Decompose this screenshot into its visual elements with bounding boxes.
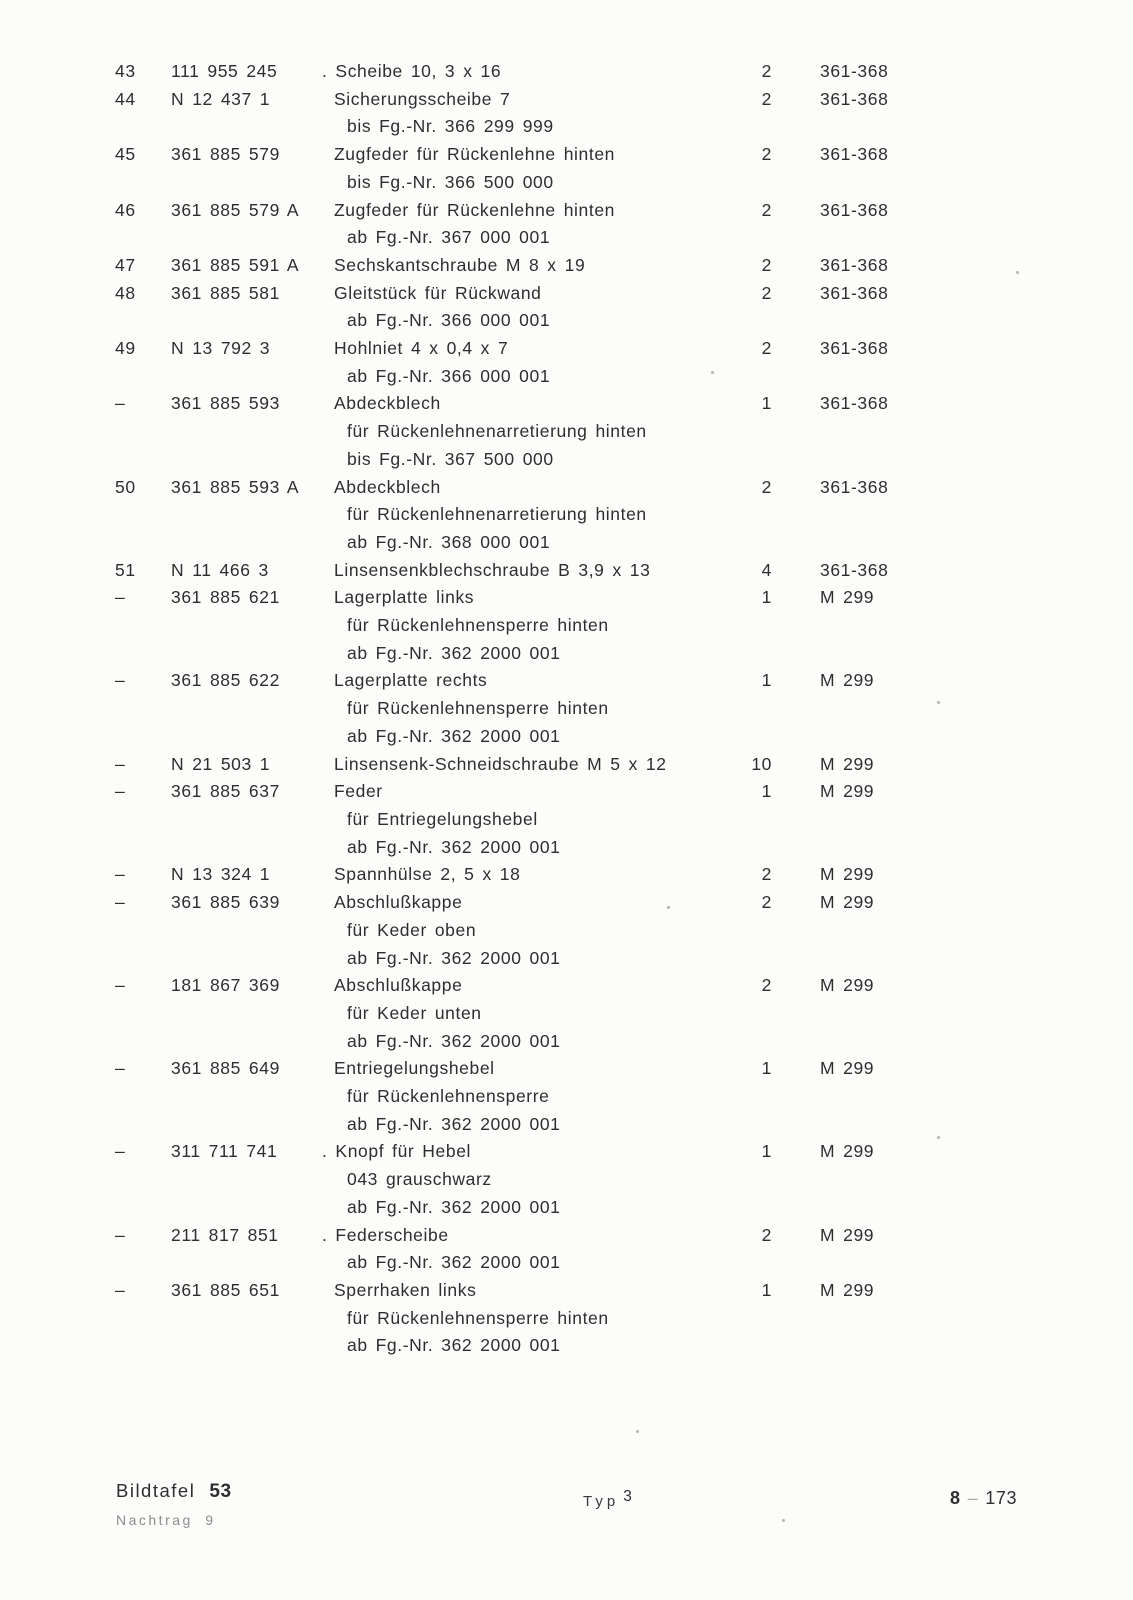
table-row	[0, 1055, 1133, 1138]
position-number: –	[115, 393, 126, 414]
model-range: M 299	[820, 1141, 875, 1162]
model-range: M 299	[820, 781, 875, 802]
quantity: 1	[761, 1058, 772, 1079]
scan-speck	[937, 1136, 940, 1139]
position-number: –	[115, 1141, 126, 1162]
model-range: M 299	[820, 1058, 875, 1079]
part-number: N 21 503 1	[171, 753, 271, 774]
description-line-sub: für Rückenlehnenarretierung hinten	[347, 504, 647, 525]
table-row	[0, 584, 1133, 667]
table-row	[0, 86, 1133, 141]
part-number: 361 885 593 A	[171, 476, 300, 497]
description-line-main: Feder	[334, 781, 383, 802]
part-number: N 13 324 1	[171, 864, 271, 885]
table-row	[0, 557, 1133, 585]
position-number: –	[115, 1224, 126, 1245]
part-number: 361 885 651	[171, 1279, 280, 1300]
table-row	[0, 58, 1133, 86]
description-line-main: Zugfeder für Rückenlehne hinten	[334, 199, 615, 220]
description-line-sub: für Rückenlehnensperre hinten	[347, 698, 609, 719]
part-number: 361 885 593	[171, 393, 280, 414]
page-dash: –	[967, 1488, 979, 1508]
position-number: –	[115, 753, 126, 774]
description-line-main: Abschlußkappe	[334, 975, 463, 996]
quantity: 1	[761, 1141, 772, 1162]
position-number: 49	[115, 338, 136, 359]
parts-table	[0, 58, 1133, 1360]
quantity: 2	[761, 282, 772, 303]
description-line-sub: ab Fg.-Nr. 362 2000 001	[347, 725, 561, 746]
description-line-sub: ab Fg.-Nr. 362 2000 001	[347, 1196, 561, 1217]
description-line-sub: ab Fg.-Nr. 367 000 001	[347, 227, 551, 248]
description-line-sub: für Rückenlehnensperre hinten	[347, 1307, 609, 1328]
position-number: –	[115, 1058, 126, 1079]
quantity: 2	[761, 864, 772, 885]
part-number: 361 885 639	[171, 892, 280, 913]
scan-speck	[711, 371, 714, 374]
model-range: 361-368	[820, 254, 889, 275]
description-line-sub: für Rückenlehnenarretierung hinten	[347, 421, 647, 442]
description-line-sub: für Keder oben	[347, 919, 477, 940]
description-line-sub: ab Fg.-Nr. 362 2000 001	[347, 836, 561, 857]
quantity: 1	[761, 393, 772, 414]
description-line-main: Sicherungsscheibe 7	[334, 88, 511, 109]
quantity: 1	[761, 1279, 772, 1300]
description-line-sub: ab Fg.-Nr. 362 2000 001	[347, 947, 561, 968]
position-number: –	[115, 670, 126, 691]
part-number: 361 885 579 A	[171, 199, 300, 220]
scan-speck	[782, 1519, 785, 1522]
description-line-main: Spannhülse 2, 5 x 18	[334, 864, 521, 885]
part-number: 181 867 369	[171, 975, 280, 996]
quantity: 2	[761, 254, 772, 275]
description-line-main: Hohlniet 4 x 0,4 x 7	[334, 338, 509, 359]
description-line-main: Gleitstück für Rückwand	[334, 282, 542, 303]
table-row	[0, 1277, 1133, 1360]
description-line-sub: ab Fg.-Nr. 362 2000 001	[347, 642, 561, 663]
description-line-main: Abdeckblech	[334, 476, 441, 497]
type-label: Typ	[583, 1493, 620, 1510]
table-row	[0, 751, 1133, 779]
model-range: M 299	[820, 1279, 875, 1300]
table-row	[0, 778, 1133, 861]
table-row	[0, 197, 1133, 252]
description-line-sub: ab Fg.-Nr. 362 2000 001	[347, 1335, 561, 1356]
model-range: 361-368	[820, 338, 889, 359]
part-number: N 11 466 3	[171, 559, 269, 580]
description-line-sub: ab Fg.-Nr. 366 000 001	[347, 310, 551, 331]
position-number: 46	[115, 199, 136, 220]
position-number: 44	[115, 88, 136, 109]
description-line-main: Lagerplatte rechts	[334, 670, 488, 691]
table-row	[0, 280, 1133, 335]
model-range: M 299	[820, 753, 875, 774]
quantity: 2	[761, 476, 772, 497]
part-number: 361 885 649	[171, 1058, 280, 1079]
quantity: 2	[761, 88, 772, 109]
position-number: –	[115, 1279, 126, 1300]
description-line-sub: 043 grauschwarz	[347, 1169, 492, 1190]
position-number: –	[115, 892, 126, 913]
position-number: 48	[115, 282, 136, 303]
quantity: 10	[751, 753, 772, 774]
quantity: 2	[761, 61, 772, 81]
model-range: 361-368	[820, 393, 889, 414]
part-number: 361 885 581	[171, 282, 280, 303]
description-line-sub: bis Fg.-Nr. 367 500 000	[347, 448, 554, 469]
table-row	[0, 667, 1133, 750]
position-number: 45	[115, 144, 136, 165]
description-line-sub: für Rückenlehnensperre hinten	[347, 615, 609, 636]
scan-speck	[667, 906, 670, 909]
quantity: 1	[761, 781, 772, 802]
table-row	[0, 1138, 1133, 1221]
quantity: 2	[761, 199, 772, 220]
quantity: 1	[761, 670, 772, 691]
description-line-sub: bis Fg.-Nr. 366 500 000	[347, 171, 554, 192]
model-range: 361-368	[820, 282, 889, 303]
footer-type	[583, 1490, 632, 1511]
scan-speck	[636, 1430, 639, 1433]
scan-speck	[937, 701, 940, 704]
type-value: 3	[623, 1488, 633, 1505]
part-number: 361 885 622	[171, 670, 280, 691]
description-line-sub: ab Fg.-Nr. 362 2000 001	[347, 1030, 561, 1051]
part-number: 361 885 621	[171, 587, 280, 608]
description-line-main: Abschlußkappe	[334, 892, 463, 913]
page-num: 173	[985, 1488, 1018, 1508]
table-row	[0, 972, 1133, 1055]
quantity: 2	[761, 144, 772, 165]
table-row	[0, 1222, 1133, 1277]
quantity: 2	[761, 975, 772, 996]
description-line-sub: bis Fg.-Nr. 366 299 999	[347, 116, 554, 137]
description-line-sub: ab Fg.-Nr. 362 2000 001	[347, 1113, 561, 1134]
plate-number: 53	[209, 1481, 232, 1502]
table-row	[0, 141, 1133, 196]
model-range: M 299	[820, 587, 875, 608]
part-number: N 13 792 3	[171, 338, 271, 359]
model-range: 361-368	[820, 88, 889, 109]
plate-label: Bildtafel	[116, 1480, 196, 1501]
description-line-sub: für Entriegelungshebel	[347, 808, 538, 829]
model-range: M 299	[820, 670, 875, 691]
table-row	[0, 889, 1133, 972]
description-line-sub: für Rückenlehnensperre	[347, 1086, 550, 1107]
position-number: –	[115, 975, 126, 996]
model-range: M 299	[820, 892, 875, 913]
position-number: –	[115, 587, 126, 608]
quantity: 2	[761, 1224, 772, 1245]
part-number: 361 885 579	[171, 144, 280, 165]
model-range: 361-368	[820, 199, 889, 220]
part-number: 211 817 851	[171, 1224, 279, 1245]
part-number: N 12 437 1	[171, 88, 271, 109]
page-section: 8	[950, 1488, 961, 1508]
part-number: 111 955 245	[171, 61, 278, 81]
description-line-main: Linsensenk-Schneidschraube M 5 x 12	[334, 753, 667, 774]
description-line-main: Sperrhaken links	[334, 1279, 477, 1300]
description-line-main: Abdeckblech	[334, 393, 441, 414]
model-range: M 299	[820, 864, 875, 885]
model-range: 361-368	[820, 476, 889, 497]
quantity: 1	[761, 587, 772, 608]
position-number: –	[115, 781, 126, 802]
table-row	[0, 474, 1133, 557]
quantity: 2	[761, 892, 772, 913]
description-line-main: Sechskantschraube M 8 x 19	[334, 254, 586, 275]
supplement-note: Nachtrag 9	[116, 1512, 216, 1528]
description-line-main: Linsensenkblechschraube B 3,9 x 13	[334, 559, 651, 580]
position-number: 43	[115, 61, 136, 81]
description-line-sub: ab Fg.-Nr. 366 000 001	[347, 365, 551, 386]
model-range: M 299	[820, 1224, 875, 1245]
position-number: 50	[115, 476, 136, 497]
model-range: 361-368	[820, 61, 889, 81]
table-row	[0, 861, 1133, 889]
table-row	[0, 335, 1133, 390]
table-row	[0, 252, 1133, 280]
part-number: 361 885 591 A	[171, 254, 300, 275]
part-number: 311 711 741	[171, 1141, 278, 1162]
description-line-main: . Scheibe 10, 3 x 16	[322, 61, 502, 81]
model-range: 361-368	[820, 144, 889, 165]
model-range: 361-368	[820, 559, 889, 580]
quantity: 4	[761, 559, 772, 580]
description-line-main: . Knopf für Hebel	[322, 1141, 472, 1162]
description-line-sub: ab Fg.-Nr. 362 2000 001	[347, 1252, 561, 1273]
footer-page-number	[950, 1488, 1017, 1509]
table-row	[0, 390, 1133, 473]
scan-speck	[1016, 271, 1019, 274]
quantity: 2	[761, 338, 772, 359]
position-number: 47	[115, 254, 136, 275]
description-line-sub: ab Fg.-Nr. 368 000 001	[347, 531, 551, 552]
footer-plate	[116, 1480, 232, 1528]
position-number: –	[115, 864, 126, 885]
position-number: 51	[115, 559, 136, 580]
description-line-main: Lagerplatte links	[334, 587, 475, 608]
description-line-main: Zugfeder für Rückenlehne hinten	[334, 144, 615, 165]
model-range: M 299	[820, 975, 875, 996]
description-line-main: . Federscheibe	[322, 1224, 449, 1245]
description-line-main: Entriegelungshebel	[334, 1058, 495, 1079]
description-line-sub: für Keder unten	[347, 1002, 482, 1023]
part-number: 361 885 637	[171, 781, 280, 802]
